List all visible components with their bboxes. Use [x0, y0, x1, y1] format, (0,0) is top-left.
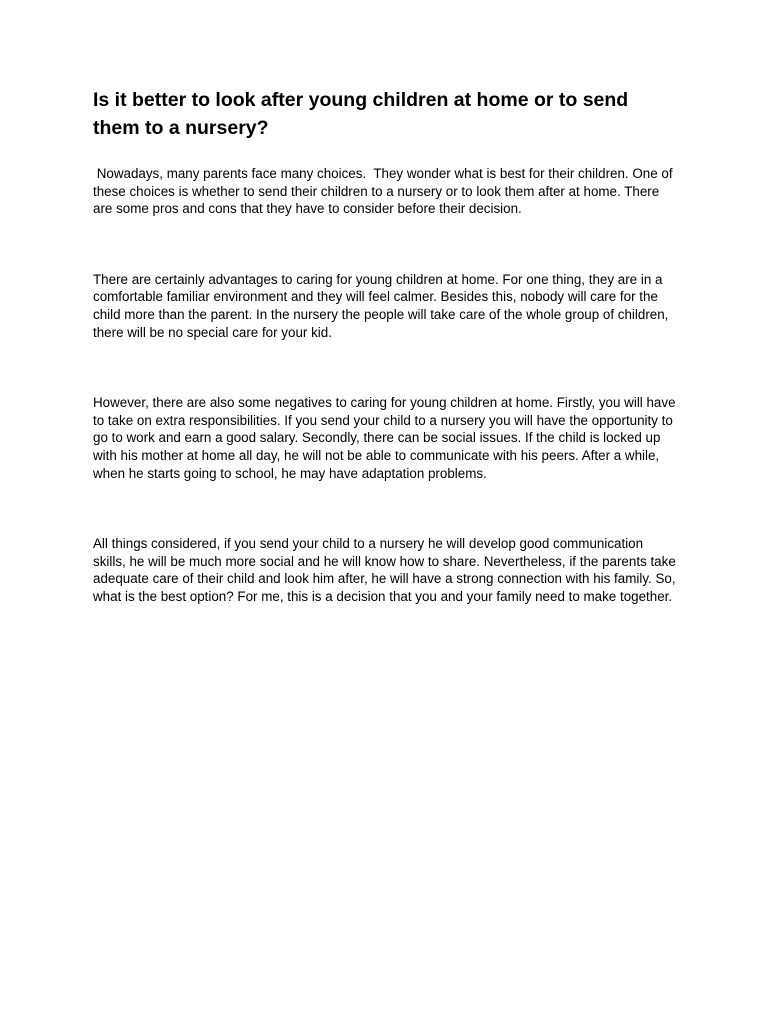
paragraph-disadvantages: However, there are also some negatives to caring for young children at home. Firstly, you will have to take on extra responsibilities. If you send your child to a nursery you will have the opportunity to go to work and earn a good salary. Secondly, there can be social issues. If the child is locked up with his mother at home all day, he will not be able to communicate with his peers. After a while, when he starts going to school, he may have adaptation problems. — [93, 395, 680, 481]
essay-title: Is it better to look after young children at home or to send them to a nursery? — [93, 89, 629, 139]
document-body — [93, 86, 680, 606]
paragraph-advantages: There are certainly advantages to caring for young children at home. For one thing, they are in a comfortable familiar environment and they will feel calmer. Besides this, nobody will care for the child more than the parent. In the nursery the people will take care of the whole group of children, there will be no special care for your kid. — [93, 271, 673, 340]
paragraph-conclusion: All things considered, if you send your child to a nursery he will develop good communication skills, he will be much more social and he will know how to share. Nevertheless, if the parents take adequate care of their child and look him after, he will have a strong connection with his family. So, what is the best option? For me, this is a decision that you and your family need to make together. — [93, 536, 680, 604]
paragraph-introduction: Nowadays, many parents face many choices. They wonder what is best for their children. One of these choices is whether to send their children to a nursery or to look them after at home. There are some pros and cons that they have to consider before their decision. — [93, 166, 677, 217]
